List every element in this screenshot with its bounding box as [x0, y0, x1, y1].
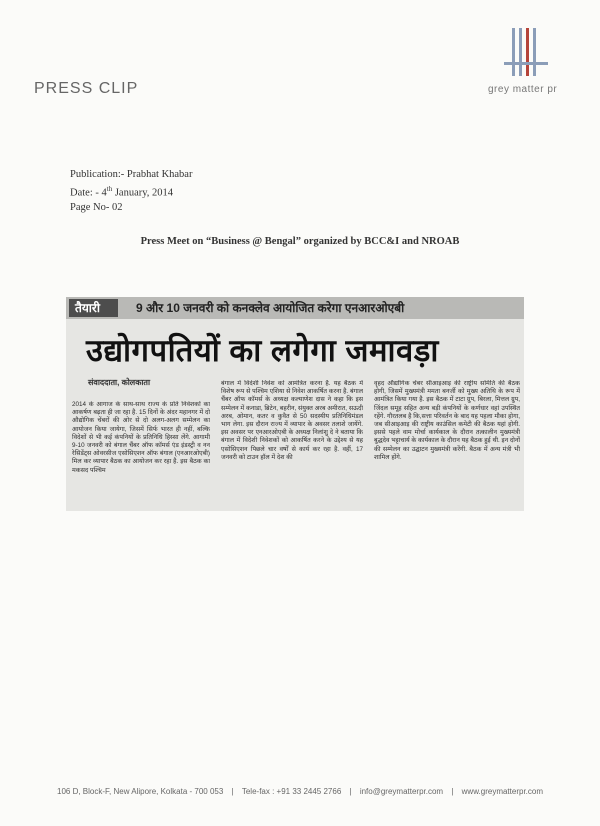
- footer-separator: |: [349, 787, 352, 796]
- press-clip-title: PRESS CLIP: [34, 80, 139, 97]
- logo-crossbar: [504, 62, 548, 65]
- newspaper-clipping: [66, 297, 524, 511]
- footer-phone: Tele-fax : +91 33 2445 2766: [241, 787, 342, 796]
- logo-bars-icon: [512, 28, 542, 76]
- logo-text: grey matter pr: [488, 84, 558, 95]
- clip-headline: Press Meet on “Business @ Bengal” organized by BCC&I and NROAB: [140, 236, 460, 247]
- clipping-title: उद्योगपतियों का लगेगा जमावड़ा: [86, 333, 439, 368]
- page-number: Page No- 02: [70, 201, 123, 213]
- grey-matter-pr-logo: [488, 28, 568, 98]
- publication-name: Publication:- Prabhat Khabar: [70, 169, 193, 180]
- footer-email: info@greymatterpr.com: [359, 787, 444, 796]
- clipping-kicker-strip: [66, 297, 524, 319]
- footer-website: www.greymatterpr.com: [461, 787, 543, 796]
- footer-separator: |: [231, 787, 234, 796]
- footer-separator: |: [451, 787, 454, 796]
- clipping-column-2: बंगाल में विदेशी निवेश को आमंत्रित करना है. यह बैठक में विशेष रूप से पश्चिम एशिया से निवेश आकर्षित करना है. बंगाल चैंबर ऑफ कॉमर्स के अध्यक्ष कल्याणेश दास ने कहा कि इस सम्मेलन में कनाडा, ब्रिटेन, बहरीन, संयुक्त अरब अमीरात, सऊदी अरब, ओमान, कतर व कुवैत से 50 सदस्यीय प्रतिनिधिमंडल भाग लेगा. इस दौरान राज्य में व्यापार के अवसर तलाशे जायेंगे. इस अवसर पर एनआरओएबी के अध्यक्ष निलांशु दे ने बताया कि बंगाल में विदेशी निवेशकों को आकर्षित करने के उद्देश्य से यह एसोसिएशन पिछले चार वर्षों से कार्य कर रहा है. वहीं, 17 जनवरी को टाउन हॉल में देश की: [221, 380, 363, 461]
- footer-address: 106 D, Block-F, New Alipore, Kolkata - 700 053: [57, 787, 224, 796]
- publication-meta: [70, 168, 192, 215]
- clipping-byline: संवाददाता, कोलकाता: [88, 378, 151, 387]
- publication-date: Date: - 4th January, 2014: [70, 185, 174, 199]
- clipping-kicker: 9 और 10 जनवरी को कनक्लेव आयोजित करेगा एनआरओएबी: [136, 301, 405, 315]
- clipping-column-3: वृहद औद्योगिक चेंबर सीआइआइ की राष्ट्रीय समिति की बैठक होगी, जिसमें मुख्यमंत्री ममता बनर्जी को मुख्य अतिथि के रूप में आमंत्रित किया गया है. इस बैठक में टाटा ग्रुप, बिरला, मित्तल ग्रुप, जिंदल समूह सहित अन्य बड़ी कंपनियों के कर्णधार वहां उपस्थित रहेंगे. गौरतलब है कि,सत्ता परिवर्तन के बाद यह पहला मौका होगा, जब सीआइआइ की राष्ट्रीय काउंसिल कमेटी की बैठक यहां होगी. इससे पहले वाम मोर्चा कार्यकाल के दौरान तत्कालीन मुख्यमंत्री बुद्धदेव भट्टाचार्य के कार्यकाल के दौरान यह बैठक हुई थी. इन दोनों की सम्मेलन का उद्घाटन मुख्यमंत्री करेंगी. बैठक में अन्य मंत्री भी शामिल होंगे.: [374, 380, 520, 461]
- footer: [0, 787, 600, 796]
- clipping-column-1: 2014 के आगाज के साथ-साथ राज्य के प्रति निवेशकों का आकर्षण बढ़ता ही जा रहा है. 15 दिनों के अंदर महानगर में दो औद्योगिक चेंबरों की ओर से दो अलग-अलग सम्मेलन का आयोजन किया जायेगा, जिसमें सिर्फ भारत ही नहीं, बल्कि विदेशों से भी कई कंपनियों के प्रतिनिधि हिस्सा लेंगे. आगामी 9-10 जनवरी को बंगाल चैंबर ऑफ कॉमर्स एंड इंडस्ट्री व नन रेसिडेंट्स ओवरसीज एसोसिएशन ऑफ बंगाल (एनआरओएबी) मिल कर व्यापार बैठक का आयोजन कर रहा है. इस बैठक का मकसद पश्चिम: [72, 401, 210, 474]
- clipping-tag: तैयारी: [69, 299, 118, 317]
